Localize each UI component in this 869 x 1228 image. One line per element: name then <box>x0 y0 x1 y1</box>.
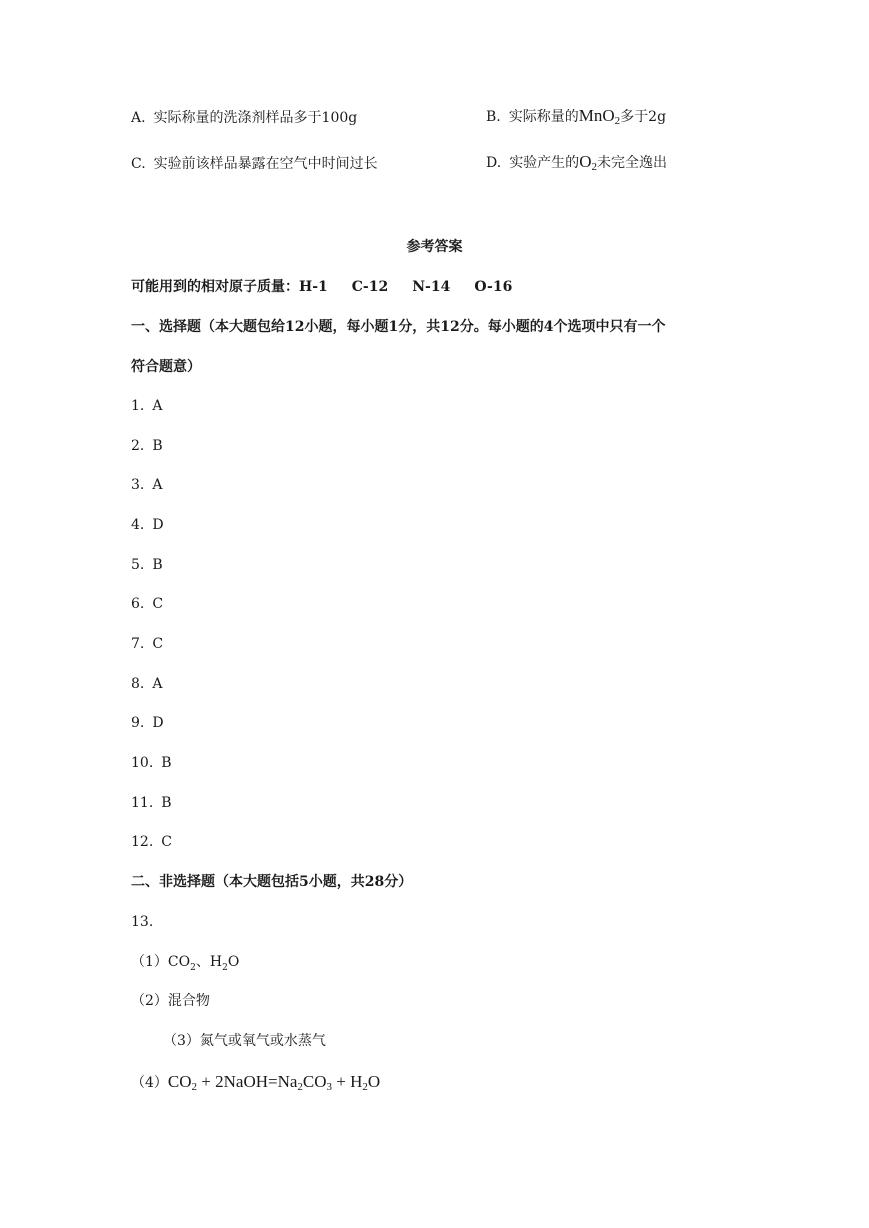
atomic-mass-line <box>131 277 512 297</box>
q13-sub1 <box>131 952 239 978</box>
atomic-mass-o: O-16 <box>474 279 513 295</box>
q13-sub3-label: （3） <box>163 1033 200 1049</box>
atomic-mass-label: 可能用到的相对原子质量： <box>131 279 299 295</box>
option-d-text-before: 实验产生的 <box>509 155 580 171</box>
answer-item-10: 10. B <box>131 755 172 771</box>
option-d <box>486 152 667 173</box>
option-a <box>131 108 357 128</box>
answer-item-11: 11. B <box>131 795 172 811</box>
section1-heading-line1: 一、选择题（本大题包给12小题，每小题1分，共12分。每小题的4个选项中只有一个 <box>131 319 666 335</box>
answer-item-1: 1. A <box>131 398 163 414</box>
option-c-text: 实验前该样品暴露在空气中时间过长 <box>153 156 378 172</box>
option-b-text-after: 多于2g <box>620 109 667 125</box>
option-b-formula: MnO$_2$ <box>578 106 621 127</box>
answer-item-6: 6. C <box>131 596 164 612</box>
option-c-letter: C. <box>131 156 146 172</box>
section2-heading: 二、非选择题（本大题包括5小题，共28分） <box>131 874 413 890</box>
q13-sub1-answer: $CO_2$、$H_2O$ <box>167 954 240 973</box>
question-13-number: 13. <box>131 914 154 930</box>
option-b-text-before: 实际称量的 <box>508 109 579 125</box>
q13-sub3-answer: 氮气或氧气或水蒸气 <box>199 1033 326 1049</box>
option-a-letter: A. <box>131 110 146 126</box>
answer-item-9: 9. D <box>131 715 164 731</box>
q13-sub1-label: （1） <box>131 954 168 970</box>
atomic-mass-c: C-12 <box>351 279 389 295</box>
answer-item-7: 7. C <box>131 636 164 652</box>
q13-sub2 <box>131 991 210 1011</box>
answer-item-4: 4. D <box>131 517 164 533</box>
q13-sub4 <box>131 1072 380 1093</box>
option-a-text: 实际称量的洗涤剂样品多于100g <box>153 110 358 126</box>
answer-item-3: 3. A <box>131 477 163 493</box>
answer-item-5: 5. B <box>131 557 163 573</box>
q13-sub4-equation: $CO_2$ + $2NaOH=Na_2CO_3 + H_2O$ <box>167 1072 381 1093</box>
atomic-mass-h: H-1 <box>299 279 328 295</box>
q13-sub3 <box>163 1031 326 1051</box>
section1-heading-line2: 符合题意） <box>131 359 201 375</box>
answer-item-12: 12. C <box>131 834 172 850</box>
option-c <box>131 154 378 174</box>
option-b <box>486 106 666 127</box>
option-d-formula: $O_2$ <box>579 152 597 173</box>
answer-title: 参考答案 <box>406 239 463 255</box>
option-d-text-after: 未完全逸出 <box>596 155 667 171</box>
answer-item-8: 8. A <box>131 676 163 692</box>
q13-sub2-label: （2） <box>131 993 168 1009</box>
option-d-letter: D. <box>486 155 502 171</box>
q13-sub2-answer: 混合物 <box>167 993 210 1009</box>
answer-item-2: 2. B <box>131 438 163 454</box>
option-b-letter: B. <box>486 109 501 125</box>
atomic-mass-n: N-14 <box>412 279 451 295</box>
q13-sub4-label: （4） <box>131 1075 168 1091</box>
